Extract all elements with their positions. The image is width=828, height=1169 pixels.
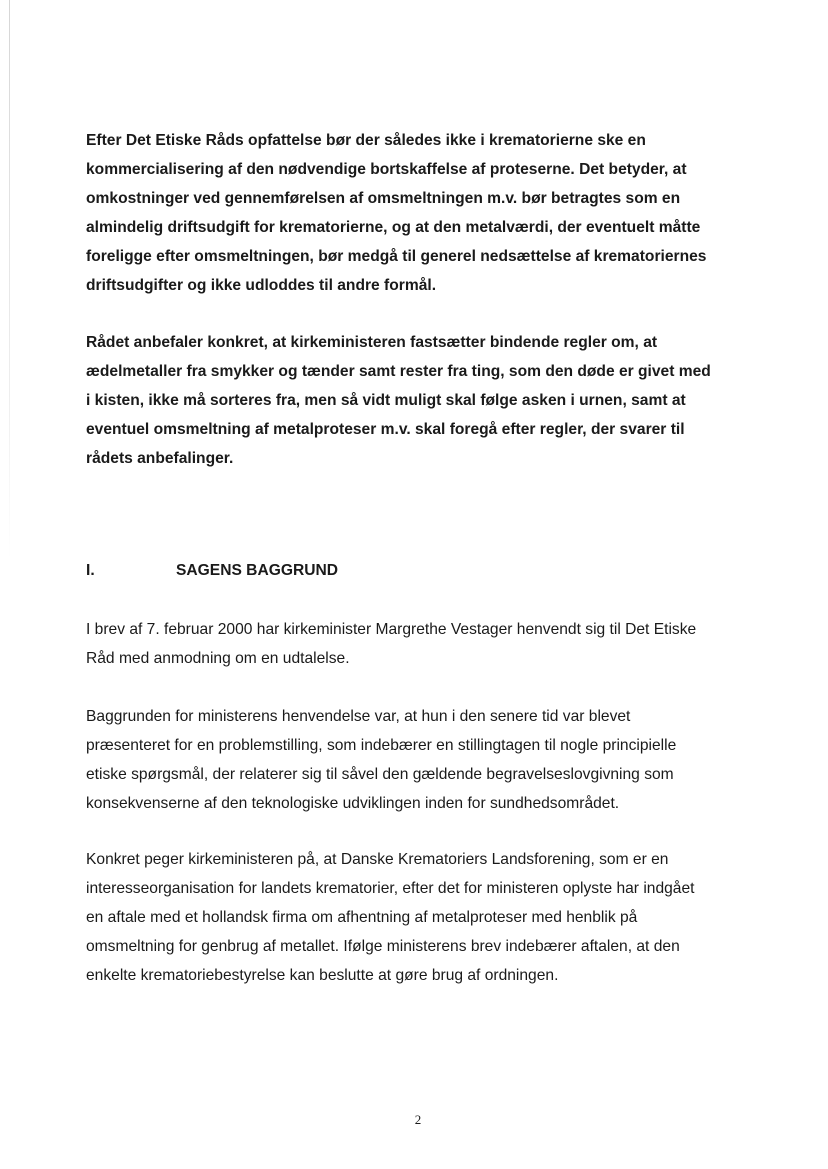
text-line: enkelte krematoriebestyrelse kan beslutte at gøre brug af ordningen.: [86, 967, 559, 984]
page-number: 2: [414, 1112, 422, 1127]
text-line: driftsudgifter og ikke udloddes til andre formål.: [86, 277, 437, 294]
text-line: almindelig driftsudgift for krematorierne, og at den metalværdi, der eventuelt måtte: [86, 219, 701, 236]
text-line: etiske spørgsmål, der relaterer sig til såvel den gældende begravelseslovgivning som: [86, 766, 674, 783]
text-line: Baggrunden for ministerens henvendelse var, at hun i den senere tid var blevet: [86, 708, 631, 725]
text-line: omsmeltning for genbrug af metallet. Ifølge ministerens brev indebærer aftalen, at den: [86, 938, 680, 955]
text-line: Efter Det Etiske Råds opfattelse bør der således ikke i krematorierne ske en: [86, 132, 646, 149]
text-line: omkostninger ved gennemførelsen af omsmeltningen m.v. bør betragtes som en: [86, 190, 681, 207]
text-line: Rådet anbefaler konkret, at kirkeministeren fastsætter bindende regler om, at: [86, 334, 658, 351]
scan-edge-line: [9, 0, 10, 560]
section-title: SAGENS BAGGRUND: [176, 562, 339, 579]
text-line: en aftale med et hollandsk firma om afhentning af metalproteser med henblik på: [86, 909, 638, 926]
text-line: kommercialisering af den nødvendige bortskaffelse af proteserne. Det betyder, at: [86, 161, 687, 178]
text-line: i kisten, ikke må sorteres fra, men så vidt muligt skal følge asken i urnen, samt at: [86, 392, 686, 409]
text-line: konsekvenserne af den teknologiske udviklingen inden for sundhedsområdet.: [86, 795, 620, 812]
text-line: eventuel omsmeltning af metalproteser m.v. skal foregå efter regler, der svarer til: [86, 421, 685, 438]
text-line: Råd med anmodning om en udtalelse.: [86, 650, 350, 667]
text-line: interesseorganisation for landets krematorier, efter det for ministeren oplyste har indgået: [86, 880, 695, 897]
text-line: Konkret peger kirkeministeren på, at Danske Krematoriers Landsforening, som er en: [86, 851, 669, 868]
paragraph-background: [86, 702, 776, 818]
paragraph-recommendation-opinion: [86, 126, 776, 300]
paragraph-agreement: [86, 845, 776, 990]
paragraph-recommendation-rules: [86, 328, 776, 473]
text-line: rådets anbefalinger.: [86, 450, 234, 467]
paragraph-letter: [86, 615, 776, 673]
text-line: I brev af 7. februar 2000 har kirkeminister Margrethe Vestager henvendt sig til Det Etiske: [86, 621, 697, 638]
text-line: præsenteret for en problemstilling, som indebærer en stillingtagen til nogle principielle: [86, 737, 677, 754]
section-number: I.: [86, 562, 95, 579]
text-line: ædelmetaller fra smykker og tænder samt rester fra ting, som den døde er givet med: [86, 363, 711, 380]
text-line: foreligge efter omsmeltningen, bør medgå til generel nedsættelse af krematoriernes: [86, 248, 707, 265]
